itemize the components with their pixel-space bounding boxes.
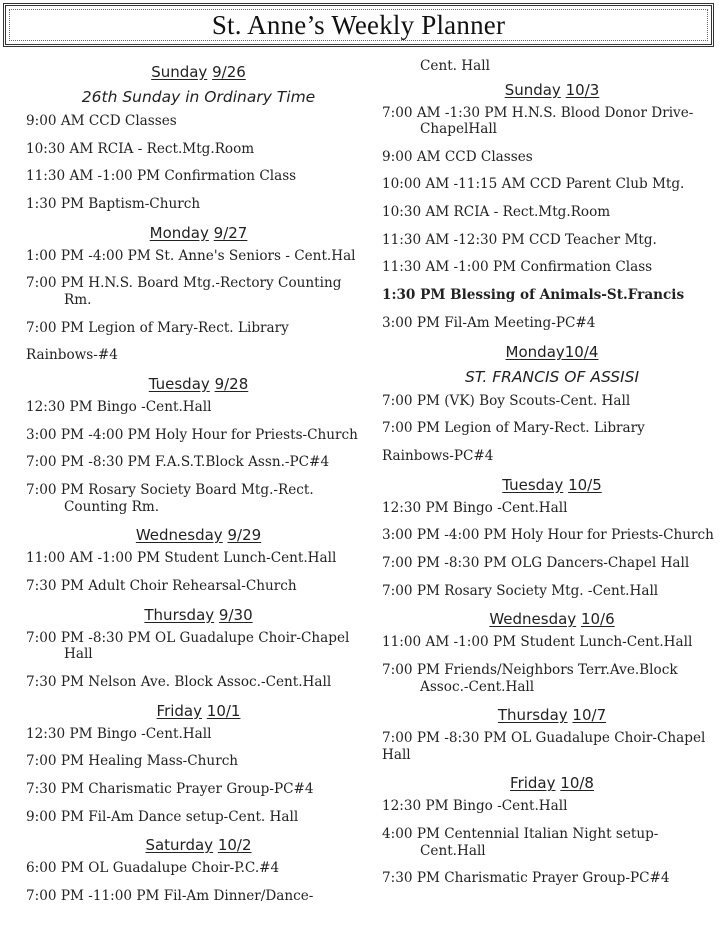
day-date: 10/7 — [572, 706, 607, 725]
day-name: Tuesday — [502, 475, 564, 494]
event-entry: 9:00 AM CCD Classes — [26, 113, 177, 129]
event-entry: 7:00 AM -1:30 PM H.N.S. Blood Donor Drive-ChapelHall — [382, 104, 694, 137]
event-entry: 10:30 AM RCIA - Rect.Mtg.Room — [382, 204, 611, 221]
event-entry: 3:00 PM -4:00 PM Holy Hour for Priests-Church — [382, 527, 714, 544]
day-heading — [382, 476, 722, 494]
event-entry: 1:00 PM -4:00 PM St. Anne's Seniors - Cent.Hal — [26, 247, 356, 264]
day-name: Thursday — [144, 605, 215, 624]
day-name: Saturday — [145, 836, 214, 855]
day-name: Monday — [149, 223, 209, 242]
event-entry: 7:00 PM -8:30 PM F.A.S.T.Block Assn.-PC#4 — [26, 454, 330, 471]
feast-day-title: ST. FRANCIS OF ASSISI — [464, 367, 640, 386]
page-title: St. Anne’s Weekly Planner — [211, 9, 506, 40]
day-date: 9/30 — [218, 605, 253, 624]
day-date: 9/28 — [214, 375, 249, 393]
event-entry: Rainbows-#4 — [26, 347, 118, 364]
event-entry: 11:30 AM -1:00 PM Confirmation Class — [26, 168, 297, 185]
day-name: Wednesday — [489, 610, 577, 629]
event-entry: 1:30 PM Baptism-Church — [26, 196, 201, 213]
event-entry: 12:30 PM Bingo -Cent.Hall — [382, 499, 568, 516]
day-heading — [26, 375, 371, 393]
day-date: 9/26 — [212, 63, 246, 81]
event-entry: 11:30 AM -12:30 PM CCD Teacher Mtg. — [382, 231, 657, 248]
day-date: 9/27 — [213, 223, 248, 242]
left-column — [26, 58, 371, 916]
event-entry: 7:00 PM -11:00 PM Fil-Am Dinner/Dance- — [26, 887, 314, 904]
day-name: Friday — [156, 701, 202, 720]
day-name: Sunday — [504, 80, 561, 99]
event-entry: 11:00 AM -1:00 PM Student Lunch-Cent.Hall — [382, 634, 693, 651]
day-heading — [26, 836, 371, 854]
day-heading — [26, 63, 371, 81]
day-date: 10/5 — [568, 475, 602, 494]
event-entry: 7:00 PM H.N.S. Board Mtg.-Rectory Counting Rm. — [26, 275, 342, 308]
day-heading — [382, 610, 722, 628]
day-date: 10/2 — [217, 836, 252, 855]
day-date: 10/8 — [560, 774, 594, 793]
day-heading — [26, 526, 371, 544]
event-entry: 7:00 PM Legion of Mary-Rect. Library — [382, 420, 645, 437]
day-name: Wednesday — [135, 526, 223, 545]
event-entry: Cent. Hall — [420, 58, 490, 74]
day-name: Thursday — [497, 706, 568, 725]
event-entry: 1:30 PM Blessing of Animals-St.Francis — [382, 287, 685, 304]
day-name: Sunday — [151, 63, 208, 81]
event-entry: 3:00 PM -4:00 PM Holy Hour for Priests-Church — [26, 426, 358, 443]
event-entry: 6:00 PM OL Guadalupe Choir-P.C.#4 — [26, 860, 280, 877]
event-entry: 9:00 AM CCD Classes — [382, 148, 533, 165]
event-entry: 7:30 PM Charismatic Prayer Group-PC#4 — [382, 870, 670, 887]
event-entry: 12:30 PM Bingo -Cent.Hall — [26, 399, 212, 415]
event-entry: 7:00 PM -8:30 PM OL Guadalupe Choir-Chapel Hall — [26, 629, 350, 663]
day-heading — [382, 706, 722, 724]
day-heading — [382, 81, 722, 99]
day-date: 10/1 — [206, 701, 241, 720]
event-entry: 7:00 PM Friends/Neighbors Terr.Ave.Block Assoc.-Cent.Hall — [382, 662, 678, 695]
event-entry: 7:30 PM Nelson Ave. Block Assoc.-Cent.Hall — [26, 673, 332, 690]
event-entry: 9:00 PM Fil-Am Dance setup-Cent. Hall — [26, 808, 299, 825]
event-entry: 10:00 AM -11:15 AM CCD Parent Club Mtg. — [382, 176, 685, 193]
day-heading — [382, 343, 722, 361]
right-column — [382, 58, 722, 898]
day-heading — [382, 774, 722, 792]
event-entry: 7:00 PM -8:30 PM OLG Dancers-Chapel Hall — [382, 554, 690, 571]
event-entry: 7:00 PM Rosary Society Mtg. -Cent.Hall — [382, 582, 659, 599]
event-entry: 11:30 AM -1:00 PM Confirmation Class — [382, 259, 653, 276]
feast-day-title: 26th Sunday in Ordinary Time — [81, 88, 316, 106]
event-entry: 3:00 PM Fil-Am Meeting-PC#4 — [382, 314, 596, 331]
event-entry: 7:00 PM (VK) Boy Scouts-Cent. Hall — [382, 392, 631, 409]
day-name: Tuesday — [148, 375, 210, 393]
event-entry: 7:30 PM Charismatic Prayer Group-PC#4 — [26, 780, 314, 797]
event-entry: 7:00 PM Legion of Mary-Rect. Library — [26, 319, 289, 336]
event-entry: 4:00 PM Centennial Italian Night setup-Cent.Hall — [382, 826, 659, 859]
day-heading — [26, 224, 371, 242]
day-date: 10/6 — [580, 610, 615, 629]
day-heading — [26, 606, 371, 624]
event-entry: 7:30 PM Adult Choir Rehearsal-Church — [26, 577, 297, 594]
day-name: Monday10/4 — [505, 342, 599, 361]
event-entry: 12:30 PM Bingo -Cent.Hall — [382, 798, 568, 815]
day-date: 10/3 — [565, 80, 600, 99]
event-entry: 10:30 AM RCIA - Rect.Mtg.Room — [26, 140, 255, 157]
event-entry: 7:00 PM Rosary Society Board Mtg.-Rect. Counting Rm. — [26, 482, 314, 515]
event-entry: 12:30 PM Bingo -Cent.Hall — [26, 725, 212, 742]
planner-title-frame — [3, 3, 714, 47]
event-entry: 7:00 PM -8:30 PM OL Guadalupe Choir-Chapel Hall — [382, 730, 706, 763]
day-name: Friday — [510, 774, 556, 793]
day-heading — [26, 702, 371, 720]
event-entry: 11:00 AM -1:00 PM Student Lunch-Cent.Hall — [26, 550, 337, 567]
event-entry: Rainbows-PC#4 — [382, 447, 494, 464]
day-date: 9/29 — [227, 526, 262, 545]
event-entry: 7:00 PM Healing Mass-Church — [26, 753, 239, 770]
